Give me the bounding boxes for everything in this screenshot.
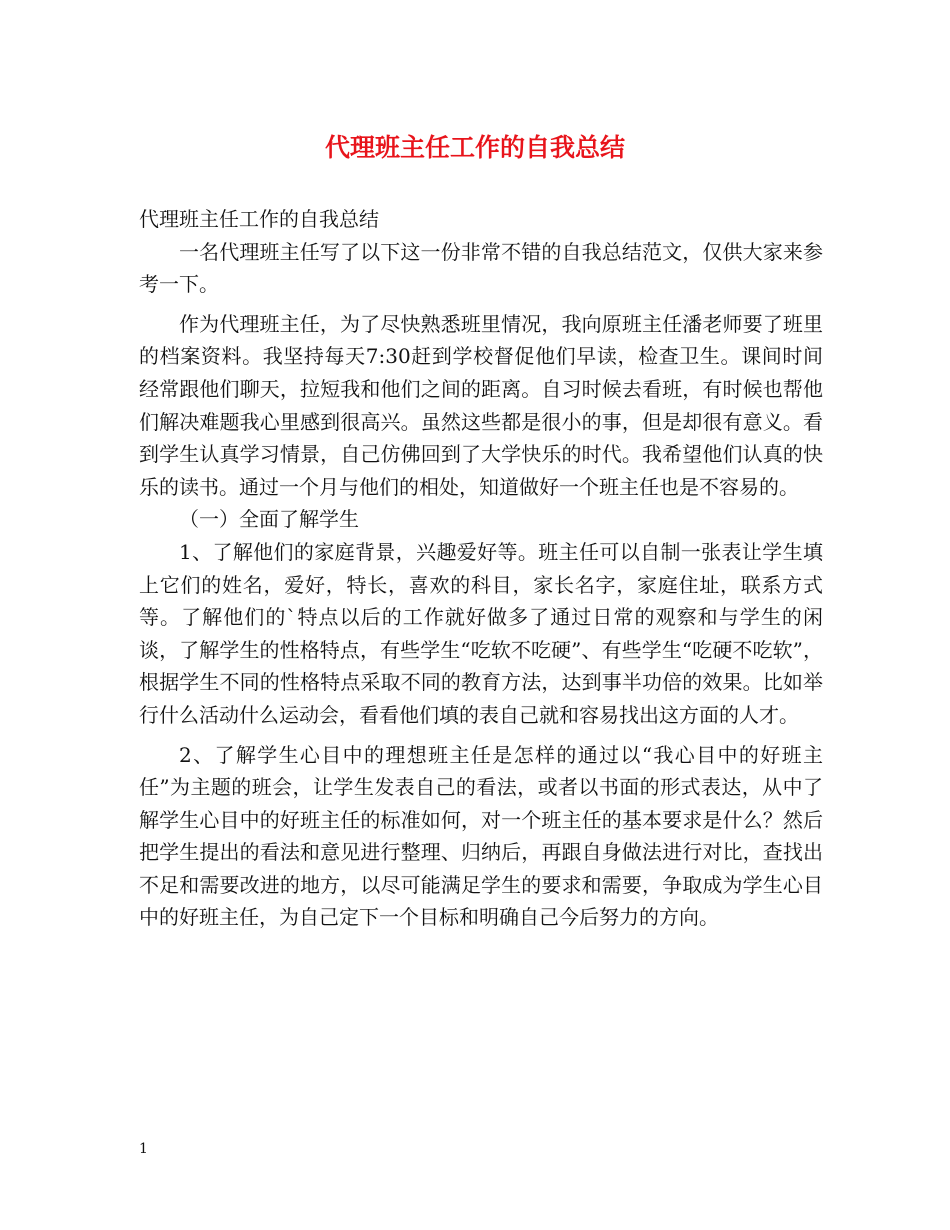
body-paragraph: 作为代理班主任，为了尽快熟悉班里情况，我向原班主任潘老师要了班里的档案资料。我坚持每天7:30赶到学校督促他们早读，检查卫生。课间时间经常跟他们聊天，拉短我和他们之间的距离。自习时候去看班，有时候也帮他们解决难题我心里感到很高兴。虽然这些都是很小的事，但是却很有意义。看到学生认真学习情景，自己仿佛回到了大学快乐的时代。我希望他们认真的快乐的读书。通过一个月与他们的相处，知道做好一个班主任也是不容易的。 xyxy=(139,311,823,499)
body-paragraph: 1、了解他们的家庭背景，兴趣爱好等。班主任可以自制一张表让学生填上它们的姓名，爱好，特长，喜欢的科目，家长名字，家庭住址，联系方式等。了解他们的`特点以后的工作就好做多了通过日常的观察和与学生的闲谈，了解学生的性格特点，有些学生“吃软不吃硬”、有些学生“吃硬不吃软”，根据学生不同的性格特点采取不同的教育方法，达到事半功倍的效果。比如举行什么活动什么运动会，看看他们填的表自己就和容易找出这方面的人才。 xyxy=(139,539,823,727)
document-body xyxy=(139,203,823,934)
document-title: 代理班主任工作的自我总结 xyxy=(324,133,625,162)
page-number: 1 xyxy=(139,1141,148,1157)
body-paragraph: 2、了解学生心目中的理想班主任是怎样的通过以“我心目中的好班主任”为主题的班会，让学生发表自己的看法，或者以书面的形式表达，从中了解学生心目中的好班主任的标准如何，对一个班主任的基本要求是什么？然后把学生提出的看法和意见进行整理、归纳后，再跟自身做法进行对比，查找出不足和需要改进的地方，以尽可能满足学生的要求和需要，争取成为学生心目中的好班主任，为自己定下一个目标和明确自己今后努力的方向。 xyxy=(139,742,823,930)
body-heading: 代理班主任工作的自我总结 xyxy=(139,207,379,231)
intro-paragraph: 一名代理班主任写了以下这一份非常不错的自我总结范文，仅供大家来参考一下。 xyxy=(139,239,823,297)
section-heading: （一）全面了解学生 xyxy=(179,507,359,532)
